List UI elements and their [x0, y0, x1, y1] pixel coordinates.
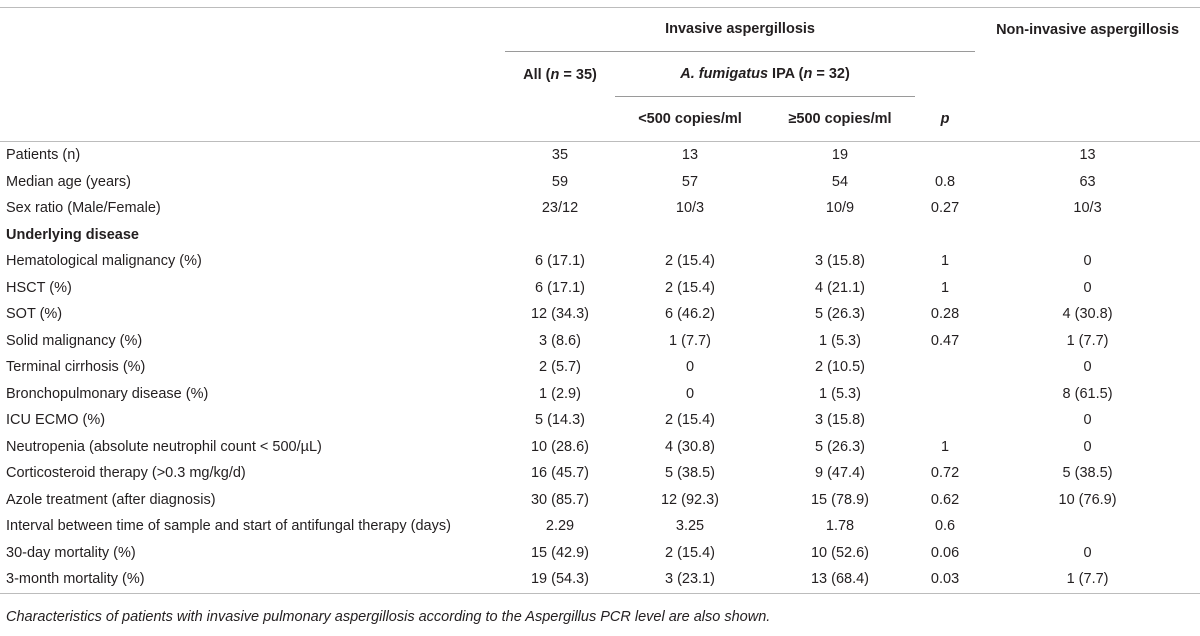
cell-all	[505, 222, 615, 249]
cell-lt500: 0	[685, 359, 695, 376]
header-afumigatus-mid: IPA (	[768, 66, 804, 82]
cell-non-invasive	[975, 222, 1200, 249]
cell-p-value: 0.27	[930, 200, 960, 217]
cell-p-value	[915, 222, 975, 249]
cell-non-invasive: 0	[1083, 438, 1092, 455]
row-label: Azole treatment (after diagnosis)	[6, 491, 216, 508]
row-label: Solid malignancy (%)	[6, 332, 143, 349]
header-empty-cell	[975, 97, 1200, 142]
row-label: 3-month mortality (%)	[0, 566, 505, 593]
cell-p-value: 1	[940, 279, 950, 296]
row-label: Corticosteroid therapy (>0.3 mg/kg/d)	[6, 465, 246, 482]
cell-all: 3 (8.6)	[539, 332, 581, 349]
cell-non-invasive	[975, 513, 1200, 540]
table-row	[0, 222, 1200, 249]
table-row	[0, 354, 1200, 381]
table-row	[0, 328, 1200, 355]
table-row	[0, 301, 1200, 328]
cell-p-value	[915, 354, 975, 381]
table-row	[0, 487, 1200, 514]
cell-lt500: 2 (15.4)	[665, 279, 715, 296]
cell-lt500: 2 (15.4)	[665, 412, 715, 429]
cell-ge500: 19	[831, 147, 849, 164]
header-afumigatus-post: = 32)	[812, 66, 850, 82]
cell-lt500: 57	[681, 173, 699, 190]
table-row	[0, 407, 1200, 434]
cell-all: 1 (2.9)	[539, 385, 581, 402]
header-all-pre: All (	[523, 66, 551, 83]
cell-lt500: 13	[681, 147, 699, 164]
header-p	[915, 97, 975, 142]
cell-p-value	[915, 142, 975, 169]
cell-non-invasive: 0	[1083, 359, 1092, 376]
row-label: ICU ECMO (%)	[6, 412, 106, 429]
row-label: SOT (%)	[6, 306, 63, 323]
cell-non-invasive: 0	[1083, 544, 1092, 561]
cell-ge500	[765, 222, 915, 249]
cell-p-value	[915, 407, 975, 434]
cell-lt500: 2 (15.4)	[665, 544, 715, 561]
cell-p-value: 1	[940, 253, 950, 270]
cell-p-value: 0.62	[930, 491, 960, 508]
table-row	[0, 434, 1200, 461]
table-row	[0, 248, 1200, 275]
cell-non-invasive: 0	[1083, 412, 1092, 429]
cell-all: 59	[551, 173, 569, 190]
cell-lt500	[615, 222, 765, 249]
cell-all: 15 (42.9)	[530, 544, 590, 561]
cell-lt500: 4 (30.8)	[665, 438, 715, 455]
header-all-n: n	[550, 66, 560, 83]
cell-p-value: 0.6	[934, 518, 956, 535]
cell-lt500: 1 (7.7)	[669, 332, 711, 349]
row-label: Patients (n)	[6, 147, 81, 164]
table-row	[0, 513, 1200, 540]
cell-all: 23/12	[541, 200, 579, 217]
cell-ge500: 9 (47.4)	[815, 465, 865, 482]
cell-p-value: 0.06	[930, 544, 960, 561]
table-row	[0, 540, 1200, 567]
header-p-label: p	[940, 111, 950, 127]
header-non-invasive-aspergillosis: Non-invasive aspergillosis	[996, 22, 1180, 38]
row-label: Neutropenia (absolute neutrophil count < 500/µL)	[6, 438, 322, 455]
header-empty-cell	[0, 52, 505, 97]
row-label: Interval between time of sample and start of antifungal therapy (days)	[6, 518, 451, 535]
row-label: Sex ratio (Male/Female)	[6, 200, 161, 217]
cell-non-invasive: 63	[1079, 173, 1096, 190]
cell-all: 6 (17.1)	[535, 253, 585, 270]
table-row	[0, 566, 1200, 593]
cell-non-invasive: 13	[1079, 147, 1096, 164]
table-row	[0, 169, 1200, 196]
cell-lt500: 0	[685, 385, 695, 402]
table-body	[0, 142, 1200, 594]
header-empty-cell	[505, 97, 615, 142]
cell-lt500: 5 (38.5)	[665, 465, 715, 482]
table-row	[0, 142, 1200, 169]
cell-p-value	[915, 381, 975, 408]
cell-ge500: 5 (26.3)	[815, 306, 865, 323]
header-all	[505, 52, 615, 97]
table-row	[0, 381, 1200, 408]
row-label: HSCT (%)	[6, 279, 72, 296]
cell-non-invasive: 4 (30.8)	[1062, 306, 1113, 323]
header-empty-cell	[0, 8, 505, 53]
header-invasive-aspergillosis	[505, 8, 975, 53]
cell-all: 19 (54.3)	[505, 566, 615, 593]
header-all-post: = 35)	[559, 66, 597, 83]
cell-non-invasive: 0	[1083, 253, 1092, 270]
cell-ge500: 2 (10.5)	[815, 359, 865, 376]
cell-non-invasive: 0	[1083, 279, 1092, 296]
cell-non-invasive: 1 (7.7)	[975, 566, 1200, 593]
cell-p-value: 0.28	[930, 306, 960, 323]
table-row	[0, 460, 1200, 487]
cell-ge500: 3 (15.8)	[815, 412, 865, 429]
cell-ge500: 54	[831, 173, 849, 190]
cell-ge500: 10 (52.6)	[810, 544, 870, 561]
cell-ge500: 1 (5.3)	[819, 385, 861, 402]
cell-ge500: 15 (78.9)	[810, 491, 870, 508]
table-header	[0, 8, 1200, 142]
header-afumigatus-wrap	[615, 52, 915, 97]
cell-all: 5 (14.3)	[535, 412, 585, 429]
cell-p-value: 0.72	[930, 465, 960, 482]
header-empty-cell	[0, 97, 505, 142]
cell-all: 12 (34.3)	[530, 306, 590, 323]
cell-lt500: 3.25	[675, 518, 705, 535]
cell-ge500: 1 (5.3)	[819, 332, 861, 349]
cell-lt500: 12 (92.3)	[660, 491, 720, 508]
header-invasive-label: Invasive aspergillosis	[505, 8, 975, 52]
cell-p-value: 0.47	[930, 332, 960, 349]
cell-p-value: 0.8	[934, 173, 956, 190]
cell-all: 30 (85.7)	[530, 491, 590, 508]
row-label: Bronchopulmonary disease (%)	[6, 385, 209, 402]
table-row	[0, 195, 1200, 222]
cell-all: 2 (5.7)	[539, 359, 581, 376]
cell-lt500: 2 (15.4)	[665, 253, 715, 270]
header-ge500: ≥500 copies/ml	[765, 97, 915, 142]
cell-lt500: 10/3	[675, 200, 705, 217]
header-afumigatus-ipa	[615, 52, 975, 97]
cell-ge500: 10/9	[825, 200, 855, 217]
header-empty-cell	[975, 52, 1200, 97]
cell-non-invasive: 5 (38.5)	[1062, 465, 1113, 482]
header-afumigatus-species: A. fumigatus	[680, 66, 769, 82]
row-label: Terminal cirrhosis (%)	[6, 359, 146, 376]
cell-p-value: 0.03	[915, 566, 975, 593]
row-label: Hematological malignancy (%)	[6, 253, 202, 270]
cell-ge500: 5 (26.3)	[815, 438, 865, 455]
cell-all: 6 (17.1)	[535, 279, 585, 296]
cell-ge500: 4 (21.1)	[815, 279, 865, 296]
cell-ge500: 13 (68.4)	[765, 566, 915, 593]
cell-lt500: 6 (46.2)	[665, 306, 715, 323]
cell-p-value: 1	[940, 438, 950, 455]
cell-non-invasive: 10 (76.9)	[1058, 491, 1117, 508]
cell-lt500: 3 (23.1)	[615, 566, 765, 593]
header-lt500: <500 copies/ml	[615, 97, 765, 142]
row-label: Underlying disease	[6, 226, 139, 243]
patient-characteristics-table	[0, 7, 1200, 594]
cell-non-invasive: 10/3	[1073, 200, 1102, 217]
cell-non-invasive: 1 (7.7)	[1066, 332, 1109, 349]
cell-all: 16 (45.7)	[530, 465, 590, 482]
cell-all: 35	[551, 147, 569, 164]
cell-ge500: 1.78	[825, 518, 855, 535]
cell-all: 10 (28.6)	[530, 438, 590, 455]
table-row	[0, 275, 1200, 302]
table-caption: Characteristics of patients with invasive pulmonary aspergillosis according to the Aspergillus PCR level are also shown.	[6, 609, 771, 625]
cell-ge500: 3 (15.8)	[815, 253, 865, 270]
cell-all: 2.29	[545, 518, 575, 535]
row-label: 30-day mortality (%)	[6, 544, 136, 561]
cell-non-invasive: 8 (61.5)	[1062, 385, 1113, 402]
header-afumigatus-n: n	[803, 66, 813, 82]
row-label: Median age (years)	[6, 173, 131, 190]
